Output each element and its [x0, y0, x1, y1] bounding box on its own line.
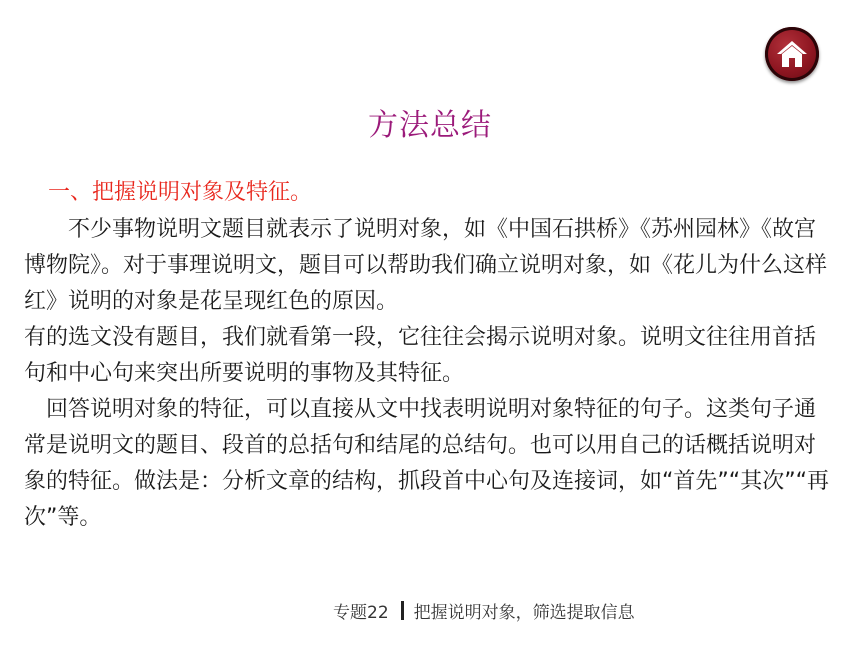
home-button[interactable] — [765, 27, 819, 81]
paragraph-2: 有的选文没有题目，我们就看第一段，它往往会揭示说明对象。说明文往往用首括句和中心句来突出所要说明的事物及其特征。 — [24, 325, 817, 386]
footer-divider — [401, 601, 404, 620]
home-icon — [775, 39, 809, 69]
footer-topic: 专题22 — [333, 603, 389, 623]
section-heading: 一、把握说明对象及特征。 — [48, 180, 313, 205]
page-title: 方法总结 — [368, 108, 492, 143]
paragraph-1: 不少事物说明文题目就表示了说明对象，如《中国石拱桥》《苏州园林》《故宫博物院》。对于事理说明文，题目可以帮助我们确立说明对象，如《花儿为什么这样红》说明的对象是花呈现红色的原因。 — [24, 217, 828, 314]
body-text — [24, 212, 836, 536]
paragraph-3: 回答说明对象的特征，可以直接从文中找表明说明对象特征的句子。这类句子通常是说明文的题目、段首的总括句和结尾的总结句。也可以用自己的话概括说明对象的特征。做法是：分析文章的结构，抓段首中心句及连接词，如“首先”“其次”“再次”等。 — [24, 397, 829, 530]
footer-subtitle: 把握说明对象，筛选提取信息 — [413, 603, 635, 623]
footer — [333, 598, 635, 623]
